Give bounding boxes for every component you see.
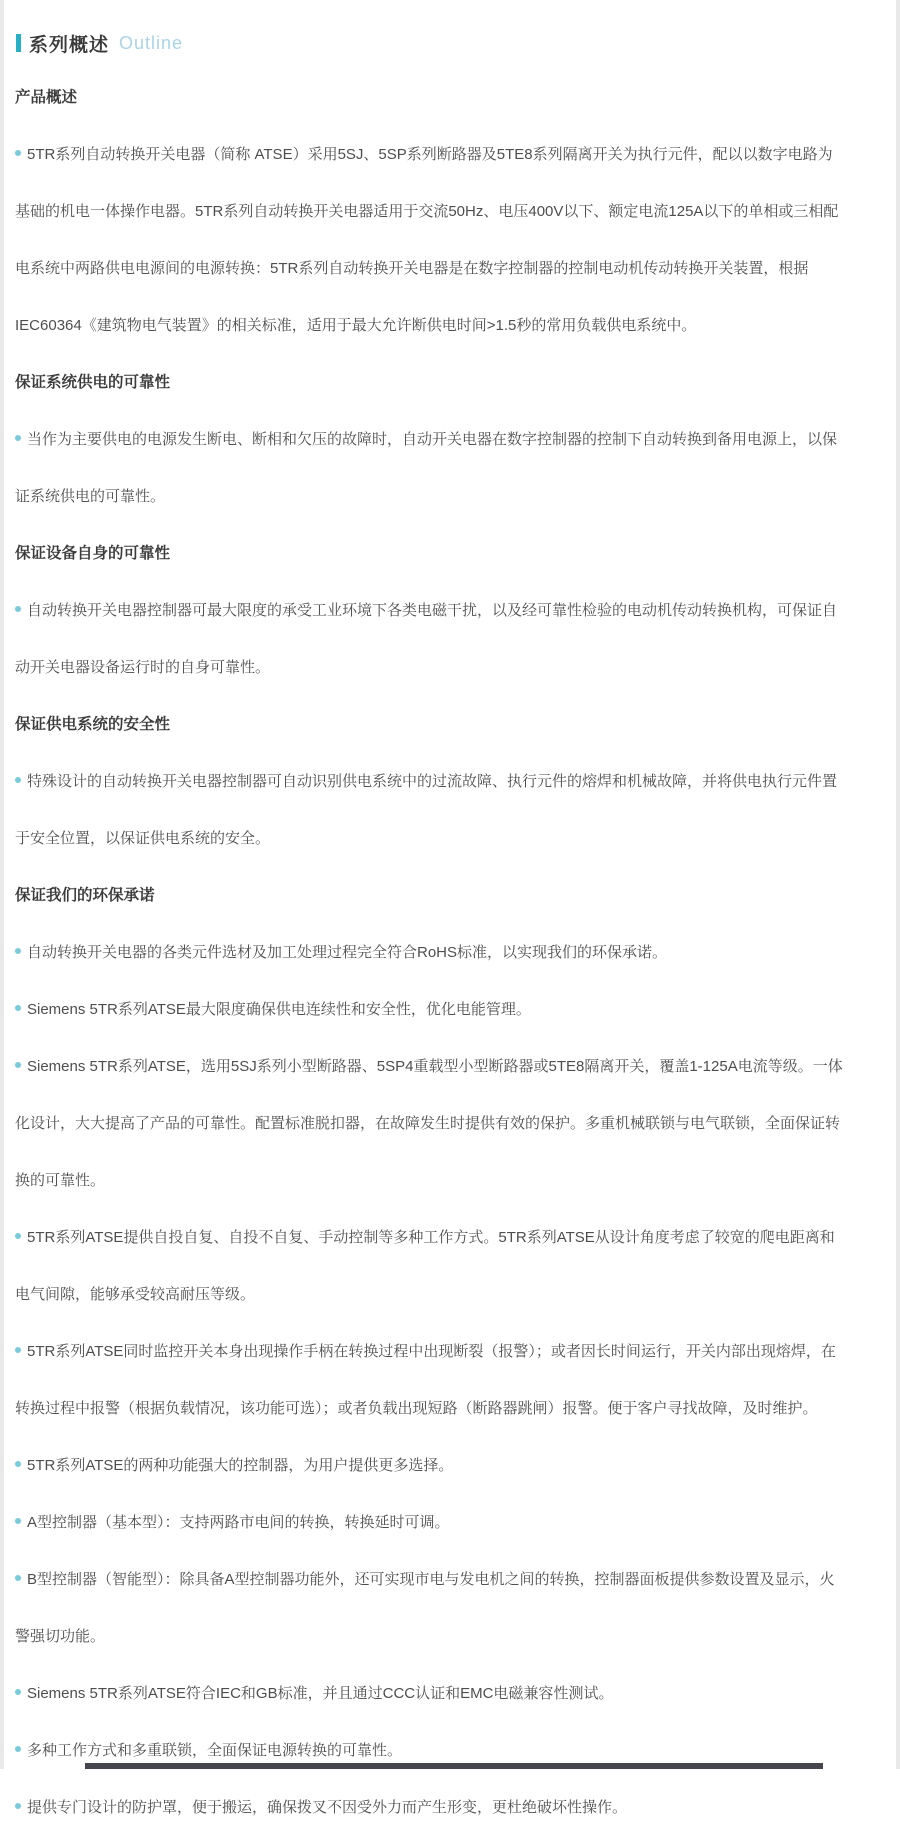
bullet-dot-icon (15, 1461, 21, 1467)
bullet-dot-icon (15, 777, 21, 783)
bullet-paragraph (15, 1209, 846, 1323)
bullet-paragraph-text: Siemens 5TR系列ATSE符合IEC和GB标准，并且通过CCC认证和EMC电磁兼容性测试。 (27, 1685, 614, 1702)
bullet-dot-icon (15, 606, 21, 612)
bullet-dot-icon (15, 150, 21, 156)
accent-bar-icon (16, 34, 21, 52)
section-header (16, 0, 896, 56)
sub-heading-text: 产品概述 (15, 89, 78, 106)
sub-heading (15, 354, 846, 411)
bullet-paragraph-text: 5TR系列ATSE的两种功能强大的控制器，为用户提供更多选择。 (27, 1457, 454, 1474)
bullet-paragraph (15, 582, 846, 696)
bullet-paragraph-text: 5TR系列自动转换开关电器（简称 ATSE）采用5SJ、5SP系列断路器及5TE8系列隔离开关为执行元件，配以以数字电路为基础的机电一体操作电器。5TR系列自动转换开关电器适用于交流50Hz、电压400V以下、额定电流125A以下的单相或三相配电系统中两路供电电源间的电源转换：5TR系列自动转换开关电器是在数字控制器的控制电动机传动转换开关装置，根据IEC60364《建筑物电气装置》的相关标准，适用于最大允许断供电时间>1.5秒的常用负载供电系统中。 (15, 146, 839, 334)
sub-heading (15, 525, 846, 582)
bullet-paragraph-text: Siemens 5TR系列ATSE最大限度确保供电连续性和安全性，优化电能管理。 (27, 1001, 531, 1018)
sub-heading (15, 69, 846, 126)
bullet-dot-icon (15, 1689, 21, 1695)
sub-heading-text: 保证设备自身的可靠性 (15, 545, 171, 562)
bullet-dot-icon (15, 1518, 21, 1524)
bullet-paragraph (15, 1779, 846, 1836)
bullet-dot-icon (15, 1803, 21, 1809)
bullet-paragraph-text: 自动转换开关电器的各类元件选材及加工处理过程完全符合RoHS标准，以实现我们的环保承诺。 (27, 944, 668, 961)
sub-heading-text: 保证系统供电的可靠性 (15, 374, 171, 391)
section-subtitle-en: Outline (119, 32, 184, 53)
bullet-paragraph (15, 1323, 846, 1437)
bullet-dot-icon (15, 1575, 21, 1581)
sub-heading-text: 保证供电系统的安全性 (15, 716, 171, 733)
bullet-paragraph-text: 当作为主要供电的电源发生断电、断相和欠压的故障时，自动开关电器在数字控制器的控制下自动转换到备用电源上，以保证系统供电的可靠性。 (15, 431, 838, 505)
page-body (4, 0, 896, 1816)
sub-heading-text: 保证我们的环保承诺 (15, 887, 155, 904)
bullet-paragraph (15, 1665, 846, 1722)
next-section-edge-bar (85, 1763, 823, 1769)
sub-heading (15, 867, 846, 924)
bullet-dot-icon (15, 948, 21, 954)
section-title: 系列概述 (29, 34, 110, 56)
bullet-dot-icon (15, 1005, 21, 1011)
bullet-dot-icon (15, 1746, 21, 1752)
bullet-paragraph (15, 411, 846, 525)
bullet-paragraph (15, 981, 846, 1038)
bullet-paragraph (15, 924, 846, 981)
bullet-paragraph (15, 1551, 846, 1665)
bullet-dot-icon (15, 1233, 21, 1239)
bullet-paragraph (15, 1494, 846, 1551)
bullet-paragraph-text: 5TR系列ATSE提供自投自复、自投不自复、手动控制等多种工作方式。5TR系列ATSE从设计角度考虑了较宽的爬电距离和电气间隙，能够承受较高耐压等级。 (15, 1229, 835, 1303)
bullet-dot-icon (15, 1062, 21, 1068)
bullet-paragraph (15, 126, 846, 354)
bullet-paragraph (15, 1437, 846, 1494)
bullet-paragraph-text: B型控制器（智能型）：除具备A型控制器功能外，还可实现市电与发电机之间的转换，控制器面板提供参数设置及显示，火警强切功能。 (15, 1571, 835, 1645)
bullet-paragraph-text: 多种工作方式和多重联锁，全面保证电源转换的可靠性。 (27, 1742, 403, 1759)
page-right-gutter (896, 0, 900, 1769)
bullet-dot-icon (15, 1347, 21, 1353)
bullet-paragraph-text: Siemens 5TR系列ATSE，选用5SJ系列小型断路器、5SP4重载型小型断路器或5TE8隔离开关，覆盖1-125A电流等级。一体化设计，大大提高了产品的可靠性。配置标准脱扣器，在故障发生时提供有效的保护。多重机械联锁与电气联锁，全面保证转换的可靠性。 (15, 1058, 843, 1189)
bullet-paragraph-text: 特殊设计的自动转换开关电器控制器可自动识别供电系统中的过流故障、执行元件的熔焊和机械故障，并将供电执行元件置于安全位置，以保证供电系统的安全。 (15, 773, 838, 847)
content-area (4, 53, 896, 1836)
bullet-dot-icon (15, 435, 21, 441)
bullet-paragraph (15, 1722, 846, 1779)
bullet-paragraph (15, 753, 846, 867)
bullet-paragraph (15, 1038, 846, 1209)
bullet-paragraph-text: A型控制器（基本型）：支持两路市电间的转换，转换延时可调。 (27, 1514, 450, 1531)
bullet-paragraph-text: 5TR系列ATSE同时监控开关本身出现操作手柄在转换过程中出现断裂（报警）；或者因长时间运行，开关内部出现熔焊，在转换过程中报警（根据负载情况，该功能可选）；或者负载出现短路（断路器跳闸）报警。便于客户寻找故障，及时维护。 (15, 1343, 836, 1417)
bullet-paragraph-text: 自动转换开关电器控制器可最大限度的承受工业环境下各类电磁干扰，以及经可靠性检验的电动机传动转换机构，可保证自动开关电器设备运行时的自身可靠性。 (15, 602, 838, 676)
bullet-paragraph-text: 提供专门设计的防护罩，便于搬运，确保拨叉不因受外力而产生形变，更杜绝破坏性操作。 (27, 1799, 628, 1816)
sub-heading (15, 696, 846, 753)
